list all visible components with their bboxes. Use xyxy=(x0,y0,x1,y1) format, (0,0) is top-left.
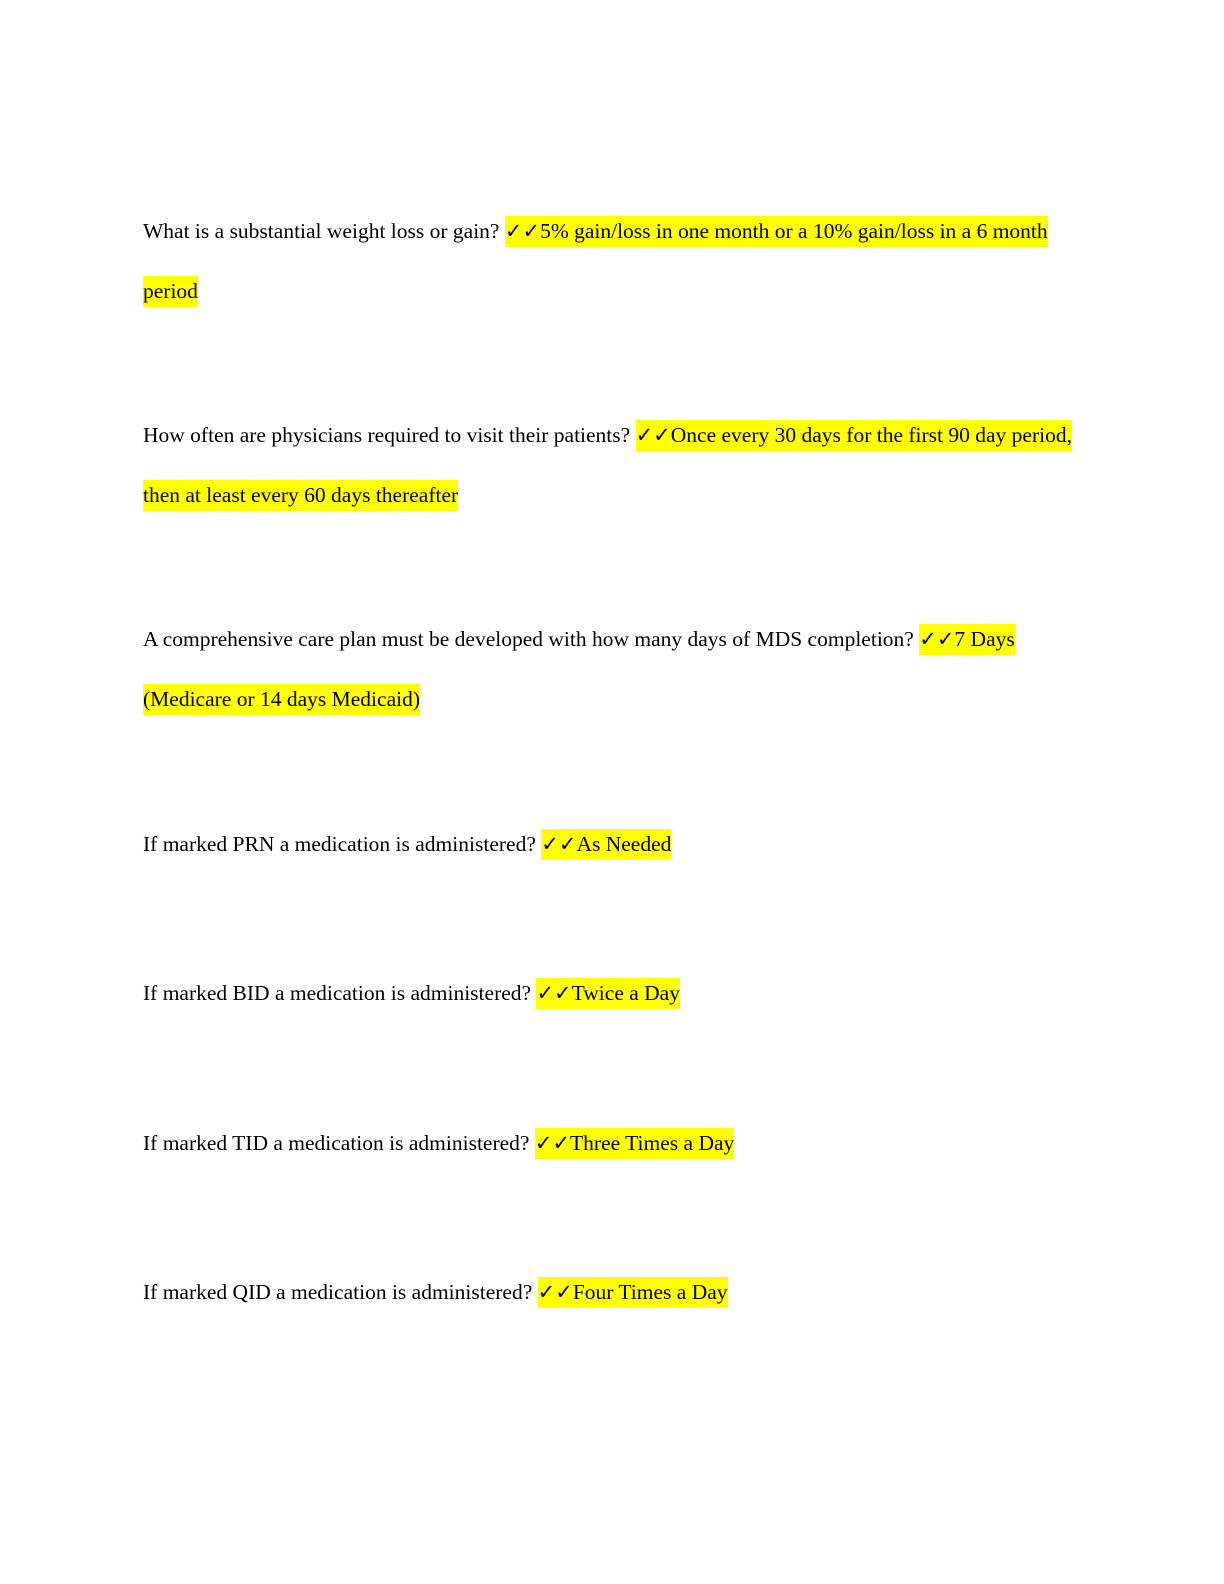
answer-text: Four Times a Day xyxy=(572,1280,728,1304)
answer-highlight xyxy=(535,1128,734,1159)
question-text: If marked BID a medication is administered? xyxy=(143,981,532,1005)
question-text: What is a substantial weight loss or gain? xyxy=(143,219,500,243)
answer-text: Three Times a Day xyxy=(570,1131,735,1155)
question-text: If marked QID a medication is administered? xyxy=(143,1280,533,1304)
qa-item xyxy=(143,814,1078,874)
qa-item xyxy=(143,1262,1078,1322)
qa-item xyxy=(143,201,1078,321)
check-mark-icon: ✓✓ xyxy=(635,423,671,447)
answer-highlight xyxy=(536,978,680,1009)
qa-item xyxy=(143,963,1078,1023)
answer-text: Once every 30 days for the first 90 day period, then at least every 60 days thereafter xyxy=(143,423,1072,507)
answer-text: As Needed xyxy=(576,832,672,856)
qa-item xyxy=(143,1113,1078,1173)
check-mark-icon: ✓✓ xyxy=(919,627,955,651)
answer-text: Twice a Day xyxy=(571,981,680,1005)
qa-item xyxy=(143,609,1078,729)
answer-highlight xyxy=(538,1277,728,1308)
check-mark-icon: ✓✓ xyxy=(536,981,572,1005)
question-text: If marked TID a medication is administered? xyxy=(143,1131,530,1155)
question-text: A comprehensive care plan must be developed with how many days of MDS completion? xyxy=(143,627,914,651)
qa-item xyxy=(143,405,1078,525)
answer-highlight xyxy=(541,829,671,860)
question-text: If marked PRN a medication is administered? xyxy=(143,832,536,856)
question-text: How often are physicians required to visit their patients? xyxy=(143,423,631,447)
check-mark-icon: ✓✓ xyxy=(504,219,541,243)
answer-text: 5% gain/loss in one month or a 10% gain/loss in a 6 month period xyxy=(143,219,1048,303)
check-mark-icon: ✓✓ xyxy=(537,1280,573,1304)
answer-text: 7 Days (Medicare or 14 days Medicaid) xyxy=(143,627,1015,711)
check-mark-icon: ✓✓ xyxy=(541,832,577,856)
check-mark-icon: ✓✓ xyxy=(534,1131,571,1155)
